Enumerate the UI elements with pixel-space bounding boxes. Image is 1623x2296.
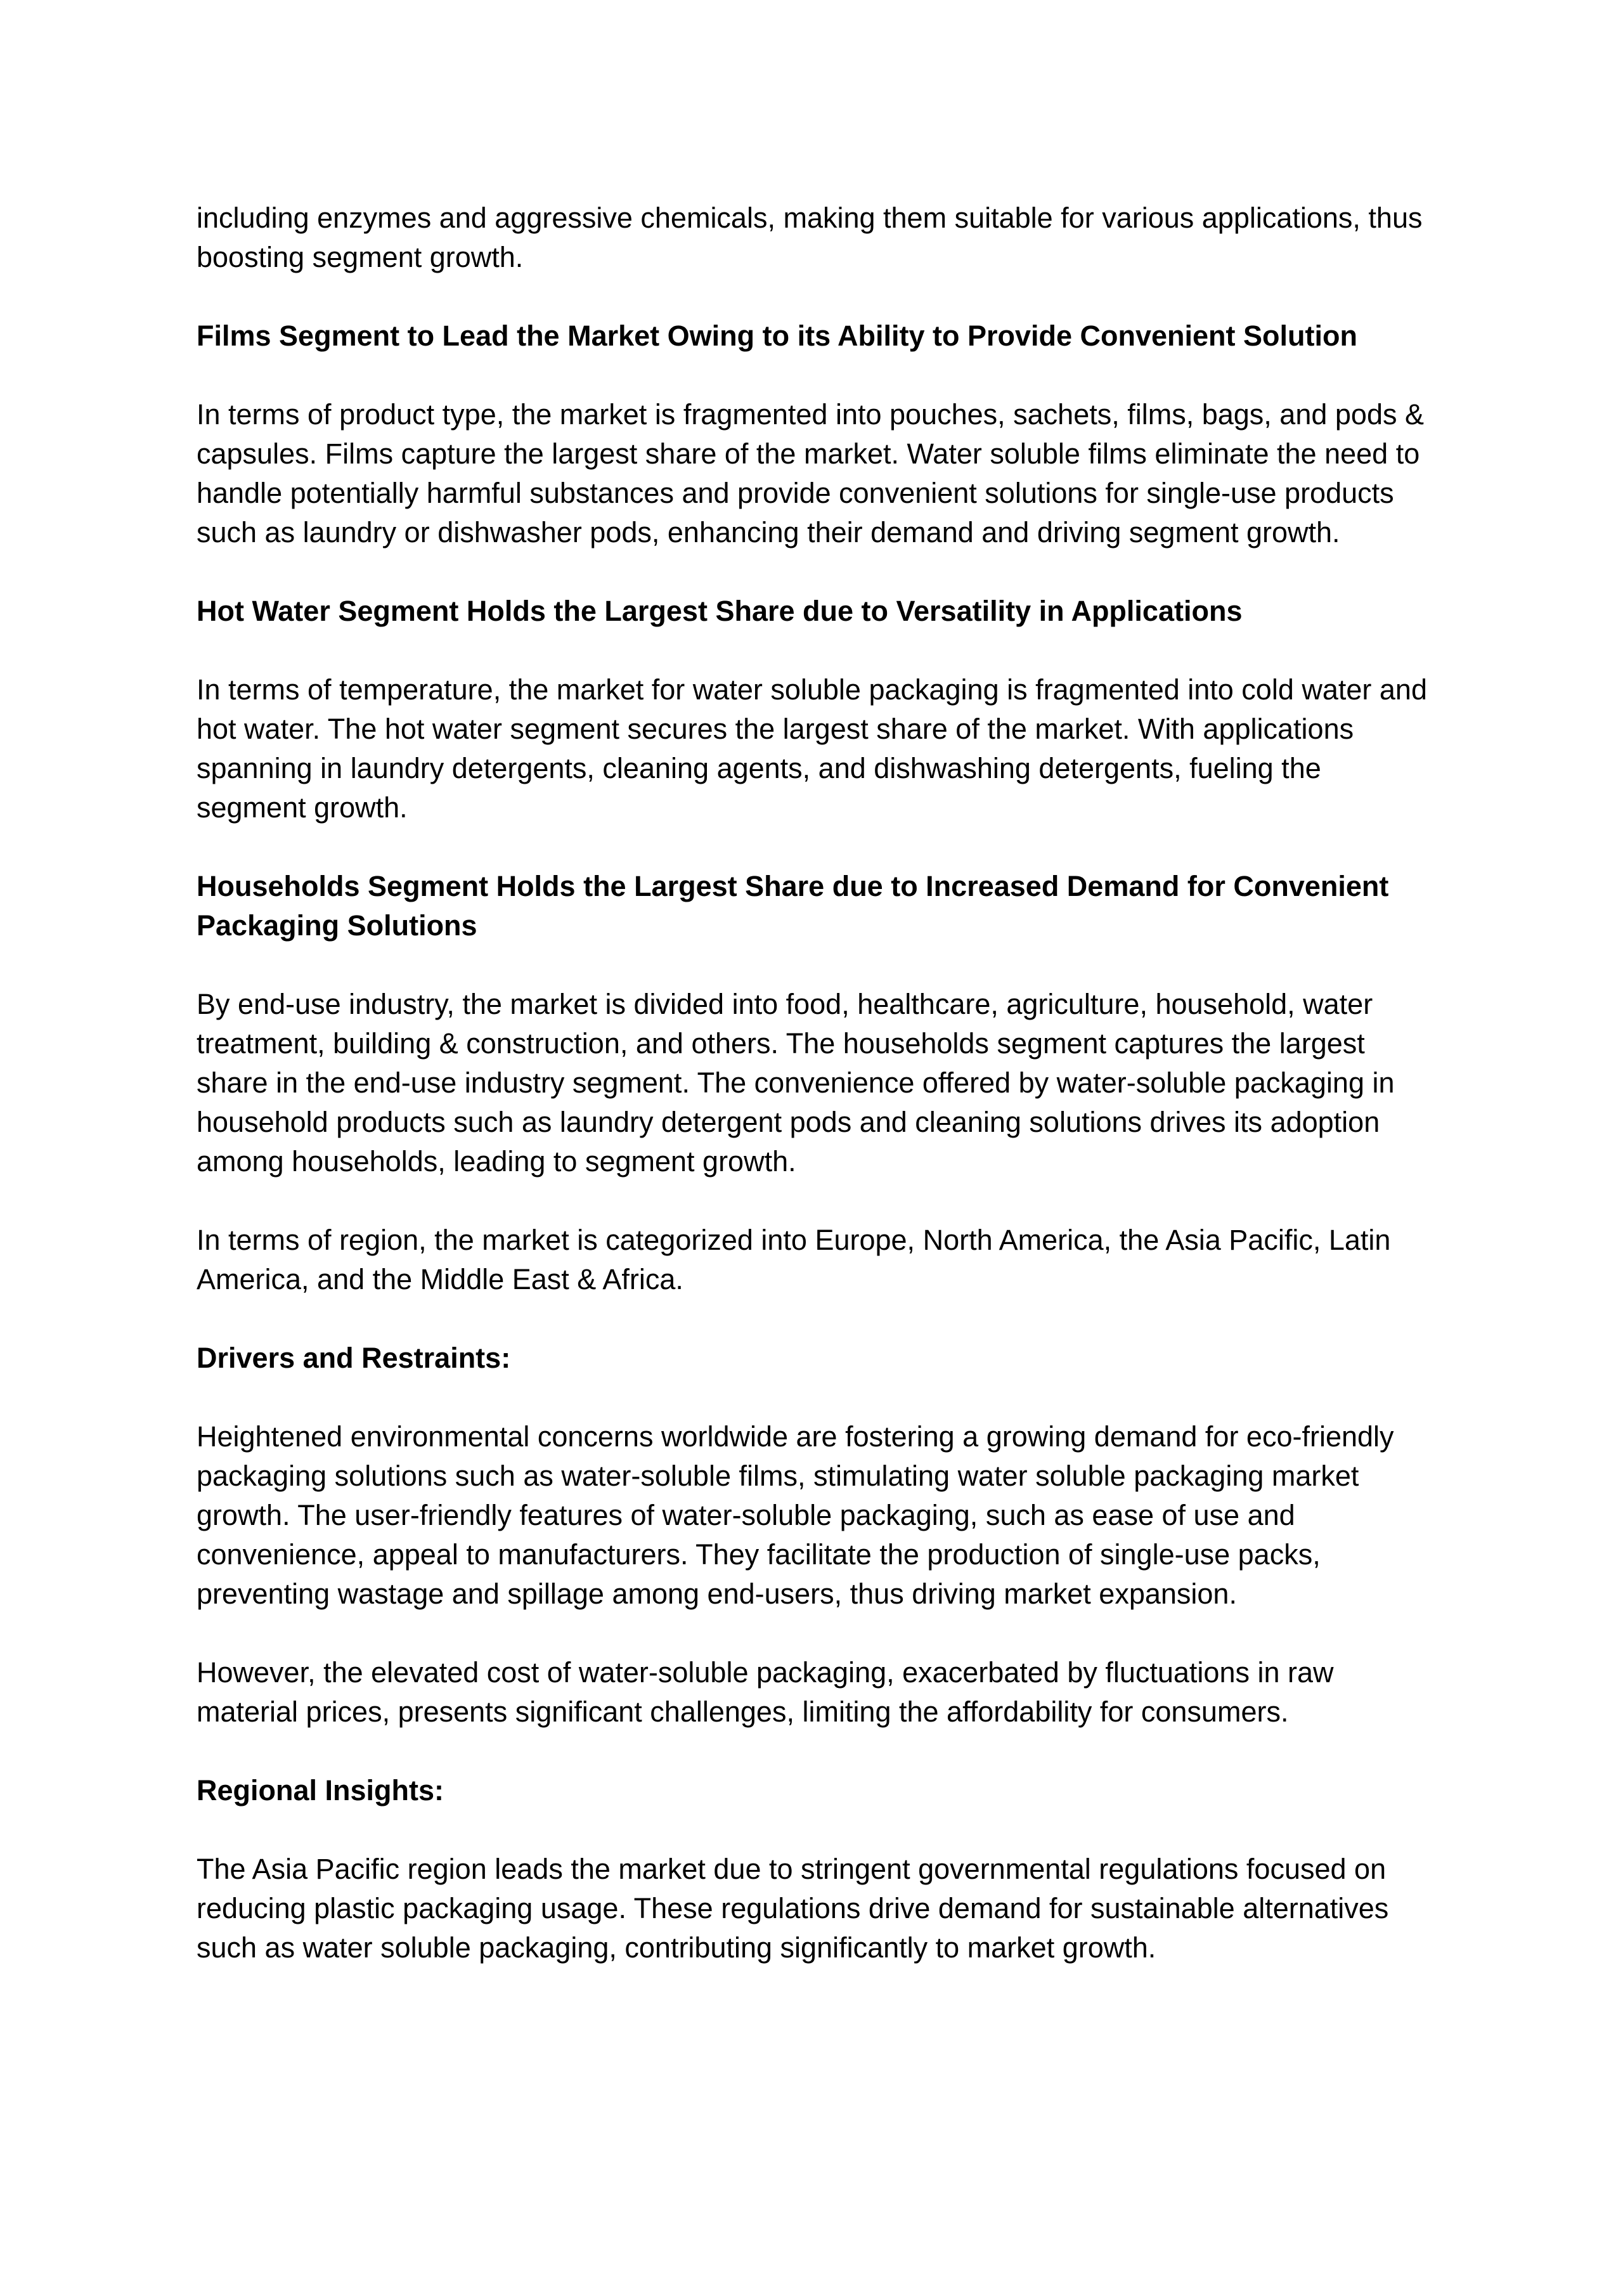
paragraph-end-use-industry: By end-use industry, the market is divided into food, healthcare, agriculture, household, water treatment, building & construction, and others. The households segment captures the largest share in the end-use industry segment. The convenience offered by water-soluble packaging in household products such as laundry detergent pods and cleaning solutions drives its adoption among households, leading to segment growth.	[197, 988, 1395, 1177]
heading-households-segment: Households Segment Holds the Largest Share due to Increased Demand for Convenient Packaging Solutions	[197, 870, 1389, 942]
document-content	[197, 198, 1433, 2007]
paragraph-regional-insights: The Asia Pacific region leads the market due to stringent governmental regulations focused on reducing plastic packaging usage. These regulations drive demand for sustainable alternatives such as water soluble packaging, contributing significantly to market growth.	[197, 1853, 1389, 1964]
paragraph-product-type: In terms of product type, the market is fragmented into pouches, sachets, films, bags, and pods & capsules. Films capture the largest share of the market. Water soluble films eliminate the need to handle potentially harmful substances and provide convenient solutions for single-use products such as laundry or dishwasher pods, enhancing their demand and driving segment growth.	[197, 398, 1424, 548]
paragraph-temperature: In terms of temperature, the market for water soluble packaging is fragmented into cold water and hot water. The hot water segment secures the largest share of the market. With applications spanning in laundry detergents, cleaning agents, and dishwashing detergents, fueling the segment growth.	[197, 673, 1427, 824]
paragraph-drivers: Heightened environmental concerns worldwide are fostering a growing demand for eco-friendly packaging solutions such as water-soluble films, stimulating water soluble packaging market growth. The user-friendly features of water-soluble packaging, such as ease of use and convenience, appeal to manufacturers. They facilitate the production of single-use packs, preventing wastage and spillage among end-users, thus driving market expansion.	[197, 1420, 1394, 1610]
paragraph-restraints: However, the elevated cost of water-soluble packaging, exacerbated by fluctuations in raw material prices, presents significant challenges, limiting the affordability for consumers.	[197, 1656, 1334, 1728]
heading-films-segment: Films Segment to Lead the Market Owing to its Ability to Provide Convenient Solution	[197, 320, 1357, 352]
heading-drivers-restraints: Drivers and Restraints:	[197, 1342, 511, 1374]
paragraph-region-categories: In terms of region, the market is categorized into Europe, North America, the Asia Pacific, Latin America, and the Middle East & Africa.	[197, 1224, 1391, 1295]
paragraph-chemical-resistance: including enzymes and aggressive chemicals, making them suitable for various applications, thus boosting segment growth.	[197, 202, 1423, 273]
heading-hot-water-segment: Hot Water Segment Holds the Largest Share due to Versatility in Applications	[197, 595, 1243, 627]
heading-regional-insights: Regional Insights:	[197, 1774, 444, 1806]
